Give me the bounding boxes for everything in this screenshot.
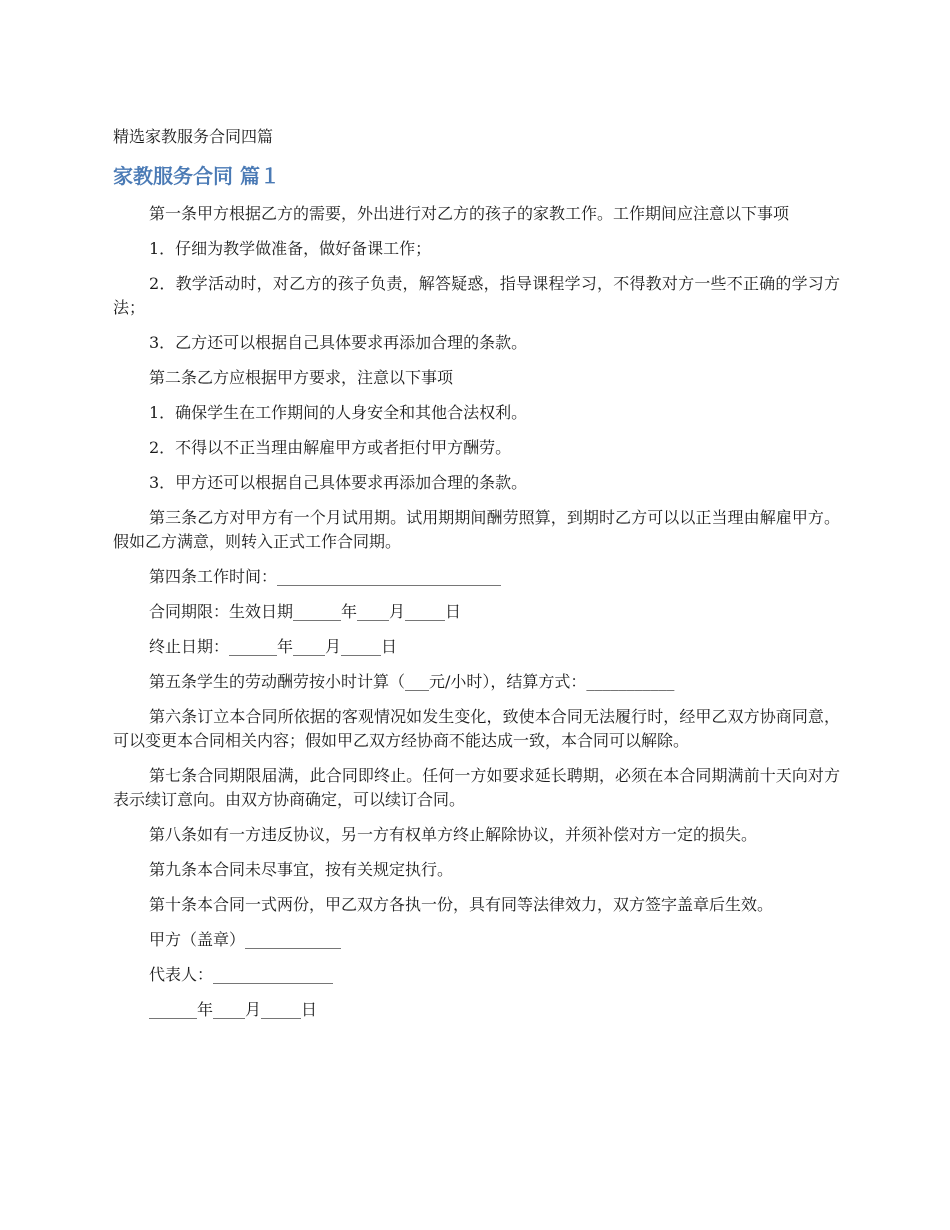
clause-9: 第九条本合同未尽事宜，按有关规定执行。 <box>149 860 454 879</box>
clause-1-item-2: 2．教学活动时，对乙方的孩子负责，解答疑惑，指导课程学习，不得教对方一些不正确的学习方法； <box>113 274 840 317</box>
representative: 代表人：_______________ <box>149 965 334 984</box>
clause-8: 第八条如有一方违反协议，另一方有权单方终止解除协议，并须补偿对方一定的损失。 <box>149 825 758 844</box>
clause-3: 第三条乙方对甲方有一个月试用期。试用期期间酬劳照算，到期时乙方可以以正当理由解雇甲方。假如乙方满意，则转入正式工作合同期。 <box>113 508 840 551</box>
clause-1: 第一条甲方根据乙方的需要，外出进行对乙方的孩子的家教工作。工作期间应注意以下事项 <box>149 204 790 223</box>
contract-period-end: 终止日期：______年____月_____日 <box>149 637 398 656</box>
clause-6: 第六条订立本合同所依据的客观情况如发生变化，致使本合同无法履行时，经甲乙双方协商同意，可以变更本合同相关内容；假如甲乙双方经协商不能达成一致，本合同可以解除。 <box>113 707 840 750</box>
clause-1-item-3: 3．乙方还可以根据自己具体要求再添加合理的条款。 <box>149 333 528 352</box>
section-heading: 家教服务合同 篇１ <box>113 164 280 188</box>
clause-2-item-1: 1．确保学生在工作期间的人身安全和其他合法权利。 <box>149 403 528 422</box>
clause-2: 第二条乙方应根据甲方要求，注意以下事项 <box>149 368 454 387</box>
clause-10: 第十条本合同一式两份，甲乙双方各执一份，具有同等法律效力，双方签字盖章后生效。 <box>149 895 774 914</box>
clause-5: 第五条学生的劳动酬劳按小时计算（___元/小时），结算方式：___________ <box>149 672 675 691</box>
contract-period-start: 合同期限：生效日期______年____月_____日 <box>149 602 462 621</box>
document-page <box>113 124 840 1033</box>
party-a-seal: 甲方（盖章）____________ <box>149 930 342 949</box>
clause-4-work-time: 第四条工作时间：____________________________ <box>149 567 502 586</box>
clause-2-item-2: 2．不得以不正当理由解雇甲方或者拒付甲方酬劳。 <box>149 438 512 457</box>
document-title: 精选家教服务合同四篇 <box>113 127 274 146</box>
clause-2-item-3: 3．甲方还可以根据自己具体要求再添加合理的条款。 <box>149 473 528 492</box>
clause-7: 第七条合同期限届满，此合同即终止。任何一方如要求延长聘期，必须在本合同期满前十天向对方表示续订意向。由双方协商确定，可以续订合同。 <box>113 766 840 809</box>
clause-1-item-1: 1．仔细为教学做准备，做好备课工作； <box>149 239 432 258</box>
signing-date: ______年____月_____日 <box>149 1000 318 1019</box>
